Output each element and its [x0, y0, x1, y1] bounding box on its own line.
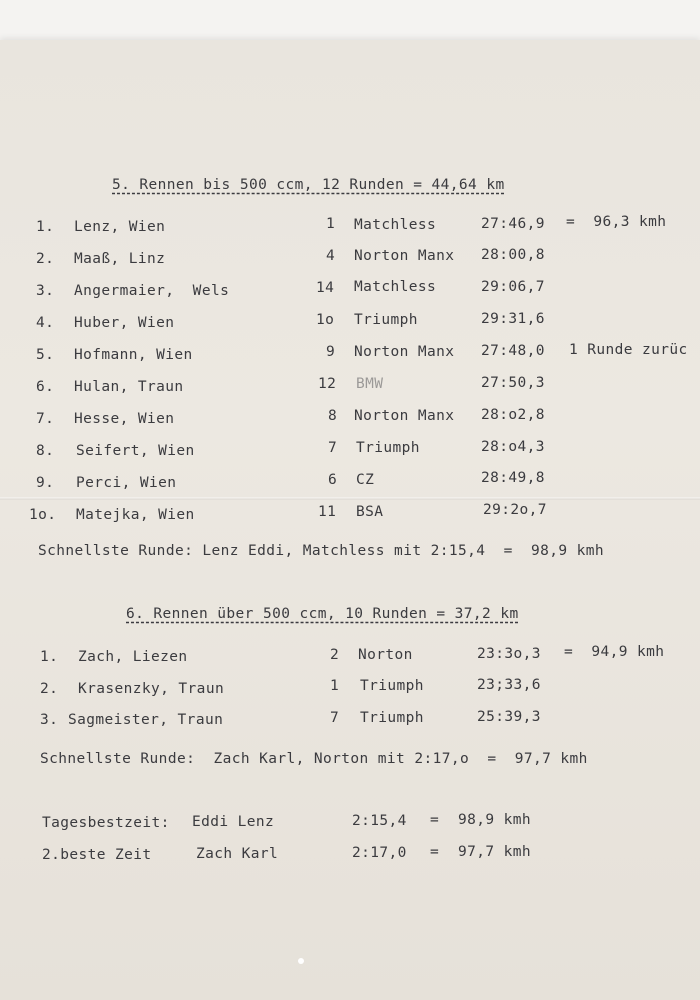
race6-heading: 6. Rennen über 500 ccm, 10 Runden = 37,2 km: [126, 606, 519, 622]
race-time: 27:48,0: [481, 343, 545, 359]
start-number: 7: [330, 710, 340, 726]
race-time: 29:06,7: [481, 279, 545, 295]
motorcycle: Triumph: [360, 678, 424, 694]
start-number: 7: [328, 440, 338, 456]
rider: Lenz, Wien: [74, 219, 166, 235]
race-time: 28:o4,3: [481, 439, 545, 455]
start-number: 9: [326, 344, 336, 360]
rider: Krasenzky, Traun: [78, 681, 225, 697]
rider: Maaß, Linz: [74, 251, 166, 267]
summary-time: 2:17,0: [352, 845, 407, 861]
start-number: 8: [328, 408, 338, 424]
pos: 9.: [36, 475, 55, 491]
start-number: 1: [330, 678, 340, 694]
motorcycle: Triumph: [354, 312, 418, 328]
start-number: 1o: [316, 312, 335, 328]
pos: 6.: [36, 379, 55, 395]
pos: 1.: [40, 649, 59, 665]
race5-heading: 5. Rennen bis 500 ccm, 12 Runden = 44,64 km: [112, 177, 505, 193]
motorcycle: Norton Manx: [354, 408, 455, 424]
motorcycle: Norton: [358, 647, 413, 663]
summary-speed: 98,9 kmh: [458, 812, 532, 828]
motorcycle: Matchless: [354, 217, 437, 233]
rider: Hesse, Wien: [74, 411, 175, 427]
start-number: 6: [328, 472, 338, 488]
race5-fastest-lap: Schnellste Runde: Lenz Eddi, Matchless mit 2:15,4 = 98,9 kmh: [38, 543, 605, 559]
summary-time: 2:15,4: [352, 813, 407, 829]
speed: = 96,3 kmh: [566, 214, 667, 230]
race6-fastest-lap: Schnellste Runde: Zach Karl, Norton mit 2:17,o = 97,7 kmh: [40, 751, 588, 767]
summary-label: Tagesbestzeit:: [42, 815, 170, 831]
motorcycle: BSA: [356, 504, 384, 520]
motorcycle: Norton Manx: [354, 248, 455, 264]
start-number: 2: [330, 647, 340, 663]
race-time: 27:46,9: [481, 216, 545, 232]
rider: Perci, Wien: [76, 475, 177, 491]
rider: Huber, Wien: [74, 315, 175, 331]
start-number: 1: [326, 216, 336, 232]
motorcycle: CZ: [356, 472, 375, 488]
pos: 2.: [36, 251, 55, 267]
rider: Matejka, Wien: [76, 507, 195, 523]
paper-speck: [298, 958, 304, 964]
race-time: 25:39,3: [477, 709, 541, 725]
summary-rider: Zach Karl: [196, 846, 279, 862]
pos: 1o.: [29, 507, 57, 523]
motorcycle: BMW: [356, 376, 384, 392]
race-time: 23;33,6: [477, 677, 541, 693]
rider: Zach, Liezen: [78, 649, 188, 665]
pos: 1.: [36, 219, 55, 235]
pos: 2.: [40, 681, 59, 697]
start-number: 12: [318, 376, 337, 392]
motorcycle: Triumph: [356, 440, 420, 456]
summary-speed: 97,7 kmh: [458, 844, 532, 860]
remark: 1 Runde zurüc: [569, 342, 688, 358]
pos: 8.: [36, 443, 55, 459]
start-number: 11: [318, 504, 337, 520]
rider: Angermaier, Wels: [74, 283, 230, 299]
pos: 3.: [36, 283, 55, 299]
race-time: 28:o2,8: [481, 407, 545, 423]
race-time: 28:00,8: [481, 247, 545, 263]
motorcycle: Norton Manx: [354, 344, 455, 360]
rider: Hofmann, Wien: [74, 347, 193, 363]
rider: Hulan, Traun: [74, 379, 184, 395]
paper-fold: [0, 497, 700, 500]
race-time: 29:2o,7: [483, 502, 547, 518]
pos: 5.: [36, 347, 55, 363]
summary-equals: =: [430, 844, 440, 860]
rider: Sagmeister, Traun: [68, 712, 224, 728]
start-number: 14: [316, 280, 335, 296]
pos: 7.: [36, 411, 55, 427]
rider: Seifert, Wien: [76, 443, 195, 459]
summary-equals: =: [430, 812, 440, 828]
motorcycle: Matchless: [354, 279, 437, 295]
pos: 3.: [40, 712, 59, 728]
summary-rider: Eddi Lenz: [192, 814, 275, 830]
speed: = 94,9 kmh: [564, 644, 665, 660]
race-time: 29:31,6: [481, 311, 545, 327]
race-time: 23:3o,3: [477, 646, 541, 662]
race-time: 27:50,3: [481, 375, 545, 391]
race-time: 28:49,8: [481, 470, 545, 486]
summary-label: 2.beste Zeit: [42, 847, 152, 863]
start-number: 4: [326, 248, 336, 264]
paper-top-edge: [0, 0, 700, 44]
pos: 4.: [36, 315, 55, 331]
motorcycle: Triumph: [360, 710, 424, 726]
